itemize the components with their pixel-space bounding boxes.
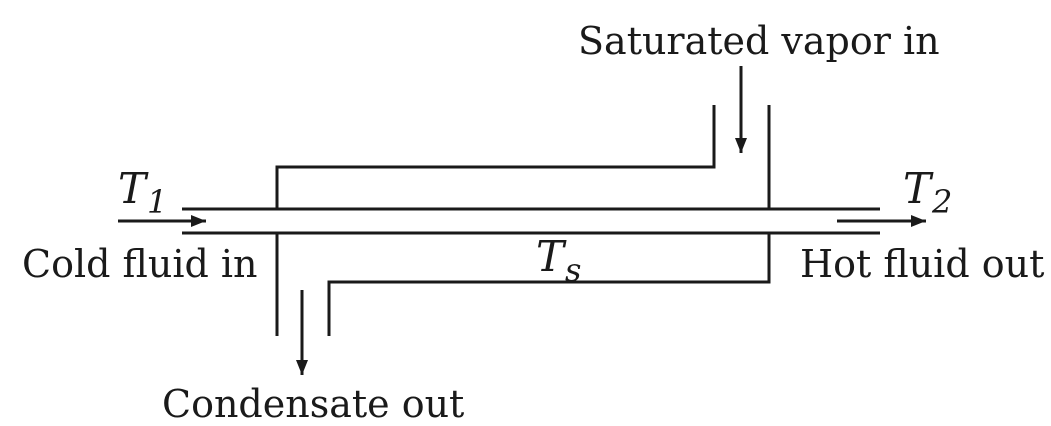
t1-symbol: T (118, 164, 147, 213)
ts-subscript: s (565, 251, 582, 289)
shell-top-wall (277, 105, 714, 209)
hot-fluid-out-label: Hot fluid out (800, 242, 1045, 286)
t1-label (118, 164, 168, 221)
cold-fluid-in-label: Cold fluid in (22, 242, 258, 286)
condensate-out-label: Condensate out (162, 382, 465, 426)
ts-symbol: T (536, 232, 565, 281)
t2-subscript: 2 (932, 183, 953, 221)
t2-label (903, 164, 953, 221)
t1-subscript: 1 (147, 183, 168, 221)
t2-symbol: T (903, 164, 932, 213)
vapor-in-label: Saturated vapor in (578, 19, 940, 63)
ts-label (536, 232, 582, 289)
